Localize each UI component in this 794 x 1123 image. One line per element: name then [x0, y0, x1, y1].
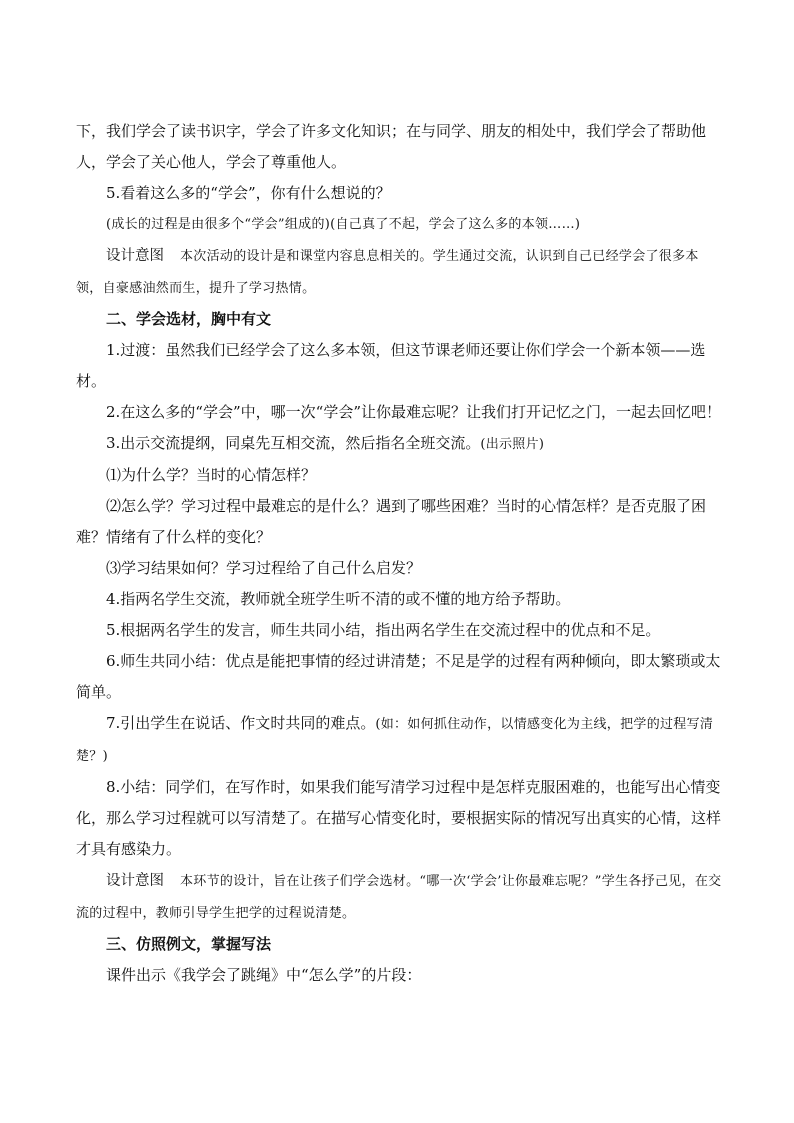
step-7-note: (如：如何抓住动作，以情感变化为主线，把学的过程写清楚？) — [76, 717, 714, 764]
design-intent-label: 设计意图 — [106, 248, 164, 264]
step-7-text: 7.引出学生在说话、作文时共同的难点。 — [106, 714, 376, 732]
step-2: 2.在这么多的“学会”中，哪一次“学会”让你最难忘呢？让我们打开记忆之门，一起去回忆吧！ — [106, 403, 721, 421]
step-3 — [76, 428, 724, 460]
question-5: 5.看着这么多的“学会”，你有什么想说的？ — [106, 184, 391, 202]
answer-hint: (成长的过程是由很多个“学会”组成的)(自己真了不起，学会了这么多的本领……) — [106, 217, 581, 232]
step-3-note: (出示照片) — [480, 437, 545, 452]
outline-item-3: ⑶学习结果如何？学习过程给了自己什么启发？ — [106, 559, 422, 577]
design-intent-text: 本环节的设计，旨在让孩子们学会选材。“哪一次‘学会’让你最难忘呢？”学生各抒己见，在交流的过程中，教师引导学生把学的过程说清楚。 — [76, 874, 722, 921]
step-4: 4.指两名学生交流，教师就全班学生听不清的或不懂的地方给予帮助。 — [106, 590, 571, 608]
step-3-text: 3.出示交流提纲，同桌先互相交流，然后指名全班交流。 — [106, 434, 481, 452]
step-5: 5.根据两名学生的发言，师生共同小结，指出两名学生在交流过程中的优点和不足。 — [106, 621, 661, 639]
step-8: 8.小结：同学们，在写作时，如果我们能写清学习过程中是怎样克服困难的，也能写出心情变化，那么学习过程就可以写清楚了。在描写心情变化时，要根据实际的情况写出真实的心情，这样才具有感染力。 — [76, 778, 722, 858]
section-heading-3: 三、仿照例文，掌握写法 — [106, 935, 272, 953]
step-1: 1.过渡：虽然我们已经学会了这么多本领，但这节课老师还要让你们学会一个新本领——选材。 — [76, 341, 706, 390]
design-intent-text: 本次活动的设计是和课堂内容息息相关的。学生通过交流，认识到自己已经学会了很多本领，自豪感油然而生，提升了学习热情。 — [76, 249, 699, 296]
paragraph-continuation: 下，我们学会了读书识字，学会了许多文化知识；在与同学、朋友的相处中，我们学会了帮助他人，学会了关心他人，学会了尊重他人。 — [76, 122, 707, 171]
outline-item-1: ⑴为什么学？当时的心情怎样？ — [106, 466, 317, 484]
section-heading-2: 二、学会选材，胸中有文 — [106, 310, 272, 328]
step-7 — [76, 708, 724, 772]
courseware-intro: 课件出示《我学会了跳绳》中“怎么学”的片段： — [106, 966, 422, 984]
step-6: 6.师生共同小结：优点是能把事情的经过讲清楚；不足是学的过程有两种倾向，即太繁琐或太简单。 — [76, 652, 721, 701]
design-intent-2 — [76, 865, 724, 929]
design-intent-1 — [76, 240, 724, 304]
design-intent-label: 设计意图 — [106, 873, 164, 889]
outline-item-2: ⑵怎么学？学习过程中最难忘的是什么？遇到了哪些困难？当时的心情怎样？是否克服了困难？情绪有了什么样的变化？ — [76, 497, 707, 546]
